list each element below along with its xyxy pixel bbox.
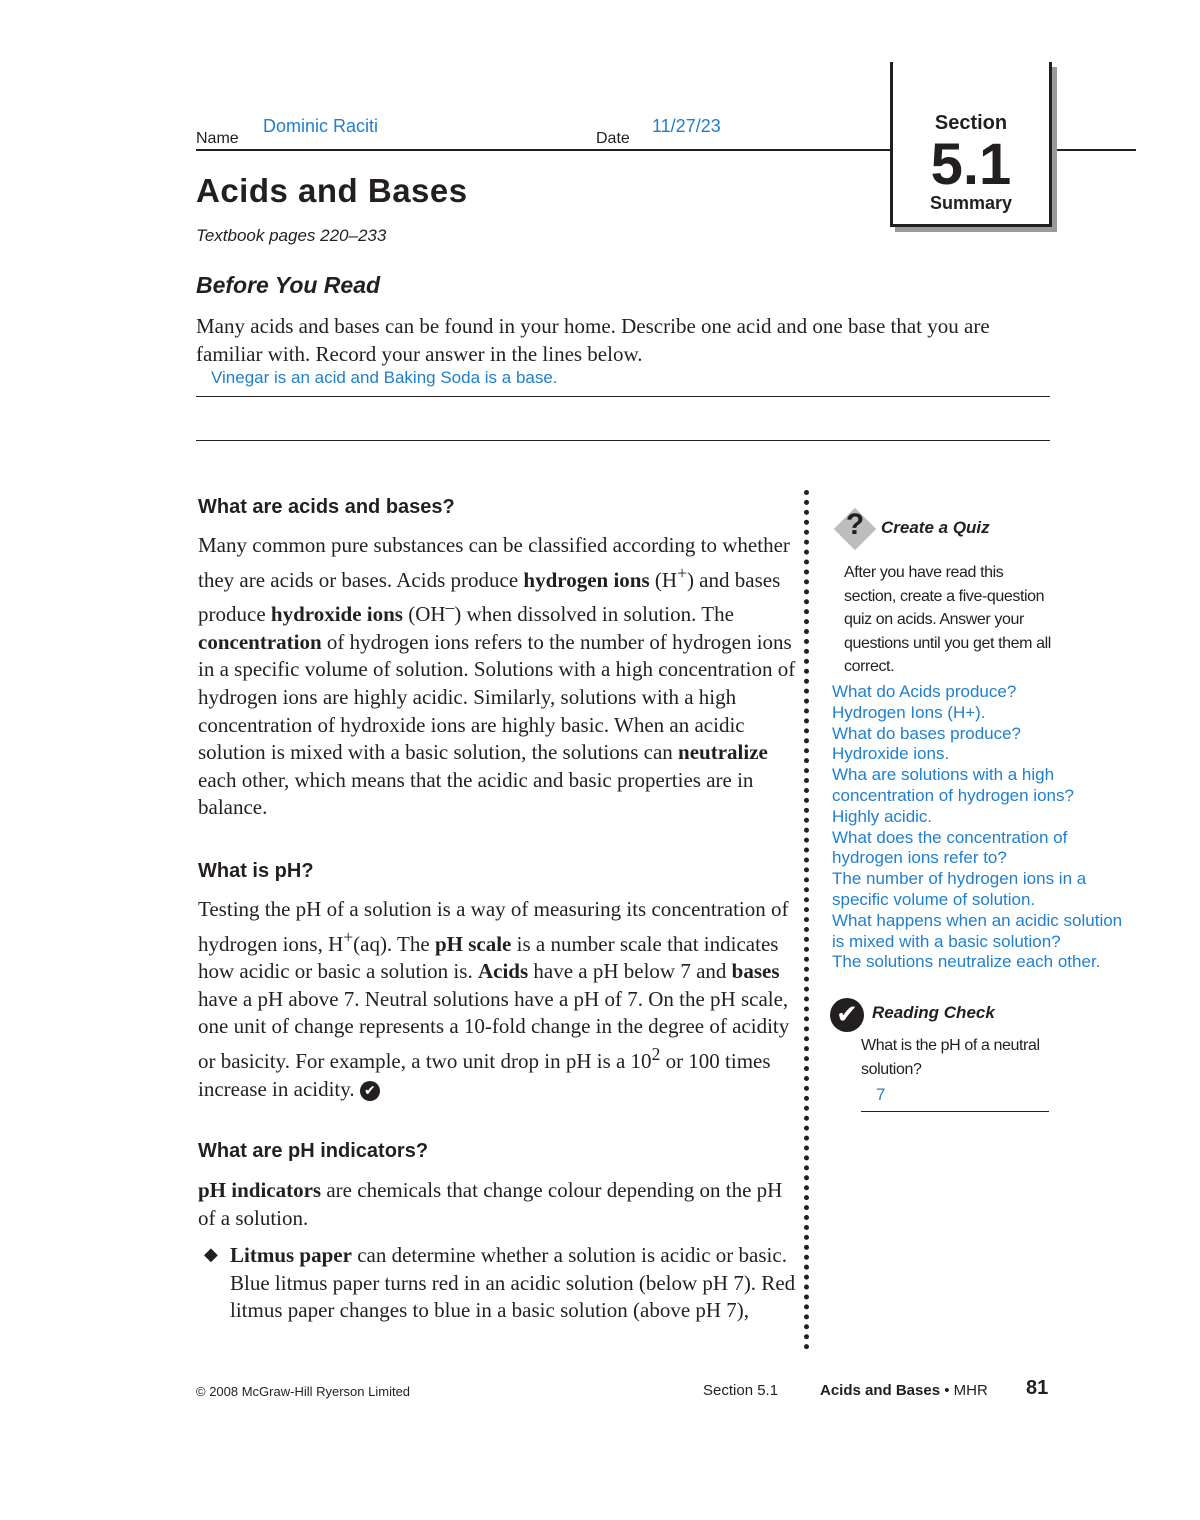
page-title: Acids and Bases — [196, 172, 468, 209]
section-kind: Summary — [929, 193, 1013, 213]
quiz-line: What does the concentration of hydrogen ions refer to? — [832, 827, 1068, 868]
term-ph-scale: pH scale — [434, 931, 512, 956]
section-tab — [890, 62, 1052, 227]
quiz-line: What do bases produce? — [832, 723, 1022, 743]
quiz-line: Hydrogen Ions (H+). — [832, 702, 986, 722]
footer-section: Section 5.1 — [703, 1382, 779, 1399]
litmus-bullet: Litmus paper can determine whether a solution is acidic or basic. Blue litmus paper turns red in an acidic solution (below pH 7). Red litmus paper changes to blue in a basic solution (above pH 7), — [230, 1243, 796, 1323]
term-concentration: concentration — [198, 629, 322, 654]
create-quiz-title: Create a Quiz — [881, 518, 990, 537]
term-bases: bases — [731, 959, 780, 984]
footer-title: Acids and Bases • MHR — [820, 1382, 988, 1399]
quiz-line: The number of hydrogen ions in a specific volume of solution. — [832, 869, 1087, 909]
acids-bases-heading: What are acids and bases? — [198, 496, 455, 518]
term-hydroxide-ions: hydroxide ions — [270, 602, 403, 627]
name-field[interactable]: Dominic Raciti — [263, 116, 379, 136]
date-label: Date — [596, 130, 630, 147]
answer-line — [196, 440, 1050, 441]
header-rule-right — [1046, 149, 1136, 151]
column-divider — [804, 490, 809, 1350]
ph-heading: What is pH? — [198, 860, 314, 882]
question-mark-icon: ? — [845, 508, 865, 541]
term-hydrogen-ions: hydrogen ions — [523, 567, 650, 592]
term-neutralize: neutralize — [678, 740, 768, 765]
quiz-line: The solutions neutralize each other. — [832, 952, 1101, 972]
before-you-read-answer[interactable]: Vinegar is an acid and Baking Soda is a base. — [211, 368, 558, 387]
answer-line — [861, 1111, 1049, 1112]
bullet-diamond-icon: ◆ — [204, 1244, 218, 1264]
quiz-line: What happens when an acidic solution is mixed with a basic solution? — [832, 910, 1123, 951]
reading-check-marker-icon: ✔ — [360, 1081, 380, 1101]
quiz-line: What do Acids produce? — [832, 682, 1017, 701]
date-field[interactable]: 11/27/23 — [652, 116, 721, 136]
quiz-line: Hydroxide ions. — [832, 744, 950, 764]
name-label: Name — [196, 130, 239, 147]
reading-check-question: What is the pH of a neutral solution? — [861, 1037, 1040, 1078]
ph-indicators-heading: What are pH indicators? — [198, 1140, 429, 1162]
footer-copyright: © 2008 McGraw-Hill Ryerson Limited — [196, 1384, 411, 1399]
reading-check-answer[interactable]: 7 — [876, 1085, 886, 1104]
textbook-pages: Textbook pages 220–233 — [196, 226, 387, 245]
page-number: 81 — [1026, 1377, 1049, 1399]
before-you-read-prompt: Many acids and bases can be found in your home. Describe one acid and one base that you are familiar with. Record your answer in the lines below. — [196, 314, 990, 366]
acids-bases-paragraph: Many common pure substances can be classified according to whether they are acids or bases. Acids produce hydrogen ions (H+) and bases produce hydroxide ions (OH–) when dissolved in solution. The concentration of hydrogen ions refers to the number of hydrogen ions in a specific volume of solution. Solutions with a high concentration of hydrogen ions are highly acidic. Similarly, solutions with a high concentration of hydroxide ions are highly basic. When an acidic solution is mixed with a basic solution, the solutions can neutralize each other, which means that the acidic and basic properties are in balance. — [198, 533, 796, 820]
section-number: 5.1 — [930, 132, 1012, 197]
quiz-answers[interactable] — [832, 682, 1132, 973]
term-acids: Acids — [477, 959, 529, 984]
reading-check-title: Reading Check — [872, 1003, 995, 1022]
quiz-line: Wha are solutions with a high concentration of hydrogen ions? — [832, 765, 1074, 805]
before-you-read-heading: Before You Read — [196, 272, 381, 298]
term-ph-indicators: pH indicators — [198, 1178, 322, 1202]
quiz-line: Highly acidic. — [832, 806, 933, 826]
term-litmus-paper: Litmus paper — [230, 1243, 352, 1267]
answer-line — [196, 396, 1050, 397]
create-quiz-instructions: After you have read this section, create a five-question quiz on acids. Answer your questions until you get them all correct. — [844, 564, 1051, 676]
ph-indicators-paragraph: pH indicators are chemicals that change colour depending on the pH of a solution. — [198, 1178, 783, 1230]
section-label: Section — [934, 112, 1008, 134]
header-rule — [196, 149, 894, 151]
ph-paragraph: Testing the pH of a solution is a way of measuring its concentration of hydrogen ions, H+(aq). The pH scale is a number scale that indicates how acidic or basic a solution is. Acids have a pH below 7 and bases have a pH above 7. Neutral solutions have a pH of 7. On the pH scale, one unit of change represents a 10-fold change in the degree of acidity or basicity. For example, a two unit drop in pH is a $10^2$ or 100 times increase in acidity. ✔ — [198, 897, 790, 1101]
checkmark-icon: ✔ — [830, 998, 864, 1032]
